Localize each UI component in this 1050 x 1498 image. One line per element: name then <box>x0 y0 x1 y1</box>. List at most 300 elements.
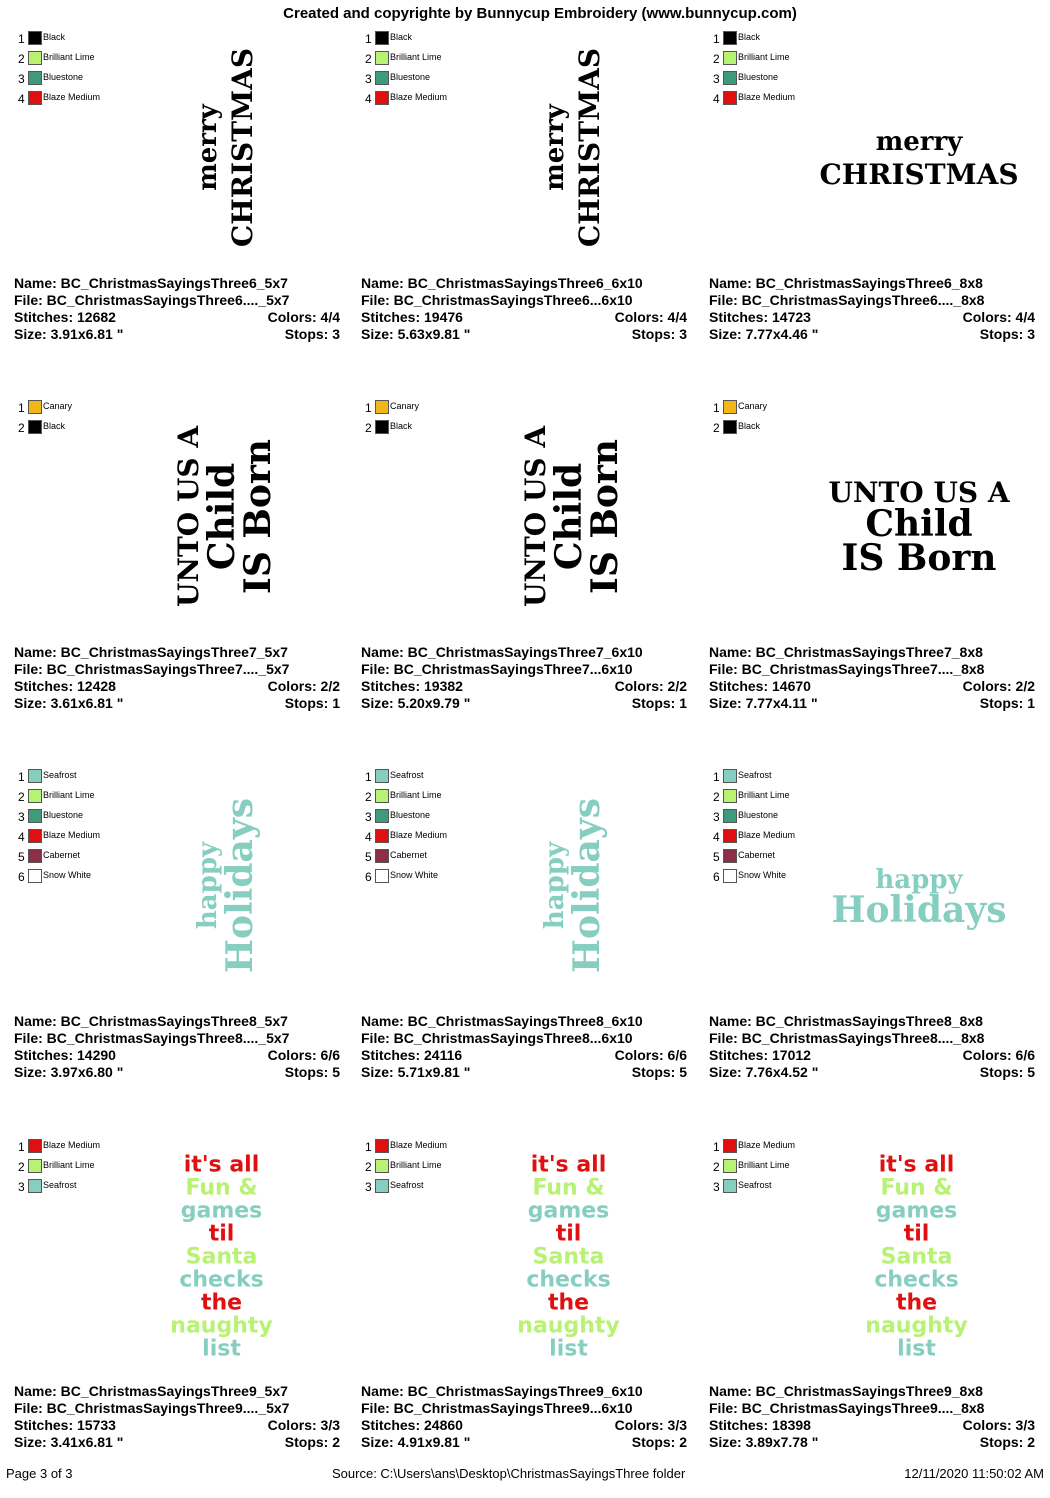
design-name: Name: BC_ChristmasSayingsThree9_8x8 <box>709 1383 983 1399</box>
info-row <box>709 644 1035 661</box>
legend-number: 2 <box>713 421 720 435</box>
legend-number: 2 <box>713 1160 720 1174</box>
design-file: File: BC_ChristmasSayingsThree8...._8x8 <box>709 1030 985 1046</box>
preview-text-line: checks <box>526 1267 611 1293</box>
preview-text-line: CHRISTMAS <box>573 47 607 248</box>
preview-text-line: list <box>897 1336 936 1362</box>
color-swatch <box>375 91 389 105</box>
legend-number: 4 <box>18 830 25 844</box>
info-row <box>14 1064 340 1081</box>
design-size: Size: 4.91x9.81 " <box>361 1434 471 1450</box>
stitch-count: Stitches: 19382 <box>361 678 463 694</box>
legend-number: 3 <box>713 72 720 86</box>
legend-number: 1 <box>365 32 372 46</box>
color-swatch <box>375 869 389 883</box>
design-info <box>709 275 1035 343</box>
legend-thread-name: Brilliant Lime <box>390 790 442 800</box>
info-row <box>361 1064 687 1081</box>
stitch-count: Stitches: 15733 <box>14 1417 116 1433</box>
preview-artwork <box>501 399 636 634</box>
preview-text-line: checks <box>874 1267 959 1293</box>
design-size: Size: 5.20x9.79 " <box>361 695 471 711</box>
preview-artwork <box>849 1138 984 1373</box>
legend-thread-name: Black <box>738 32 761 42</box>
design-preview <box>154 399 289 634</box>
legend-number: 1 <box>713 401 720 415</box>
stitch-count: Stitches: 14670 <box>709 678 811 694</box>
legend-number: 1 <box>713 770 720 784</box>
preview-text-line: it's all <box>878 1152 955 1178</box>
stitch-count: Stitches: 24116 <box>361 1047 463 1063</box>
design-preview <box>804 808 1034 978</box>
stitch-count: Stitches: 12428 <box>14 678 116 694</box>
design-info <box>709 1383 1035 1451</box>
color-count: Colors: 2/2 <box>267 678 340 694</box>
info-row <box>14 678 340 695</box>
design-file: File: BC_ChristmasSayingsThree9...._8x8 <box>709 1400 985 1416</box>
legend-thread-name: Seafrost <box>738 770 772 780</box>
page-header: Created and copyrighte by Bunnycup Embroidery (www.bunnycup.com) <box>283 5 797 22</box>
info-row <box>709 309 1035 326</box>
stitch-count: Stitches: 14290 <box>14 1047 116 1063</box>
preview-text-line: Fun & <box>880 1175 953 1201</box>
stop-count: Stops: 3 <box>284 326 340 342</box>
preview-text-line: games <box>527 1198 610 1224</box>
legend-number: 3 <box>365 72 372 86</box>
design-info <box>361 1013 687 1081</box>
preview-text-line: UNTO US A <box>519 425 553 608</box>
info-row <box>709 661 1035 678</box>
info-row <box>361 1434 687 1451</box>
preview-text-line: games <box>875 1198 958 1224</box>
design-name: Name: BC_ChristmasSayingsThree6_8x8 <box>709 275 983 291</box>
legend-number: 2 <box>365 52 372 66</box>
design-card <box>709 30 1049 390</box>
info-row <box>361 661 687 678</box>
info-row <box>361 1030 687 1047</box>
design-size: Size: 3.41x6.81 " <box>14 1434 124 1450</box>
legend-number: 4 <box>713 92 720 106</box>
design-name: Name: BC_ChristmasSayingsThree9_6x10 <box>361 1383 643 1399</box>
color-count: Colors: 3/3 <box>962 1417 1035 1433</box>
legend-thread-name: Bluestone <box>738 72 779 82</box>
design-preview <box>154 768 289 1003</box>
legend-number: 1 <box>18 401 25 415</box>
preview-text-line: happy <box>875 864 963 895</box>
preview-text-line: the <box>200 1290 243 1316</box>
legend-number: 2 <box>18 790 25 804</box>
preview-text-line: Santa <box>880 1244 953 1270</box>
preview-artwork <box>154 768 289 1003</box>
preview-artwork <box>804 439 1034 609</box>
preview-text-line: the <box>547 1290 590 1316</box>
color-swatch <box>28 420 42 434</box>
design-size: Size: 3.61x6.81 " <box>14 695 124 711</box>
legend-thread-name: Seafrost <box>738 1180 772 1190</box>
legend-number: 3 <box>365 1180 372 1194</box>
color-swatch <box>723 400 737 414</box>
design-name: Name: BC_ChristmasSayingsThree6_6x10 <box>361 275 643 291</box>
info-row <box>14 661 340 678</box>
legend-number: 3 <box>365 810 372 824</box>
preview-text-line: games <box>180 1198 263 1224</box>
legend-thread-name: Bluestone <box>390 72 431 82</box>
stop-count: Stops: 5 <box>979 1064 1035 1080</box>
legend-number: 3 <box>18 72 25 86</box>
preview-text-line: the <box>895 1290 938 1316</box>
info-row <box>361 326 687 343</box>
info-row <box>709 1434 1035 1451</box>
preview-text-line: Child <box>548 462 591 571</box>
legend-number: 2 <box>18 421 25 435</box>
preview-text-line: Santa <box>532 1244 605 1270</box>
info-row <box>361 1383 687 1400</box>
design-size: Size: 3.91x6.81 " <box>14 326 124 342</box>
design-info <box>361 644 687 712</box>
stitch-count: Stitches: 14723 <box>709 309 811 325</box>
legend-thread-name: Black <box>43 421 66 431</box>
design-card <box>361 399 701 759</box>
info-row <box>361 1400 687 1417</box>
legend-thread-name: Snow White <box>43 870 92 880</box>
legend-thread-name: Cabernet <box>738 850 776 860</box>
color-swatch <box>28 1179 42 1193</box>
legend-number: 3 <box>713 1180 720 1194</box>
page-number: Page 3 of 3 <box>6 1466 73 1481</box>
design-size: Size: 7.77x4.11 " <box>709 695 818 711</box>
design-card <box>14 1138 354 1498</box>
color-swatch <box>723 1179 737 1193</box>
legend-thread-name: Brilliant Lime <box>738 1160 790 1170</box>
stop-count: Stops: 3 <box>631 326 687 342</box>
design-card <box>709 768 1049 1128</box>
stop-count: Stops: 1 <box>979 695 1035 711</box>
info-row <box>361 678 687 695</box>
legend-thread-name: Black <box>43 32 66 42</box>
design-size: Size: 7.77x4.46 " <box>709 326 819 342</box>
legend-thread-name: Seafrost <box>43 1180 77 1190</box>
color-count: Colors: 3/3 <box>267 1417 340 1433</box>
color-swatch <box>723 31 737 45</box>
color-swatch <box>375 789 389 803</box>
legend-thread-name: Seafrost <box>390 1180 424 1190</box>
color-count: Colors: 4/4 <box>267 309 340 325</box>
info-row <box>14 1434 340 1451</box>
preview-artwork <box>501 1138 636 1373</box>
preview-artwork <box>804 808 1034 978</box>
preview-artwork <box>501 30 636 265</box>
preview-text-line: merry <box>540 104 571 191</box>
design-card <box>361 768 701 1128</box>
color-swatch <box>28 1139 42 1153</box>
preview-text-line: it's all <box>530 1152 607 1178</box>
legend-thread-name: Brilliant Lime <box>738 52 790 62</box>
preview-text-line: Fun & <box>185 1175 258 1201</box>
info-row <box>709 292 1035 309</box>
stop-count: Stops: 5 <box>631 1064 687 1080</box>
color-swatch <box>723 809 737 823</box>
color-swatch <box>375 769 389 783</box>
design-file: File: BC_ChristmasSayingsThree6...6x10 <box>361 292 633 308</box>
color-swatch <box>28 71 42 85</box>
source-path: Source: C:\Users\ans\Desktop\ChristmasSayingsThree folder <box>332 1466 686 1481</box>
design-name: Name: BC_ChristmasSayingsThree6_5x7 <box>14 275 288 291</box>
legend-number: 1 <box>18 32 25 46</box>
stitch-count: Stitches: 12682 <box>14 309 116 325</box>
color-swatch <box>375 829 389 843</box>
design-card <box>709 399 1049 759</box>
color-swatch <box>28 869 42 883</box>
stop-count: Stops: 2 <box>979 1434 1035 1450</box>
preview-artwork <box>501 768 636 1003</box>
info-row <box>14 1417 340 1434</box>
legend-number: 4 <box>713 830 720 844</box>
design-info <box>361 275 687 343</box>
design-card <box>14 768 354 1128</box>
color-swatch <box>723 869 737 883</box>
preview-text-line: UNTO US A <box>828 475 1010 509</box>
legend-number: 1 <box>365 1140 372 1154</box>
info-row <box>14 292 340 309</box>
info-row <box>361 1047 687 1064</box>
legend-thread-name: Seafrost <box>390 770 424 780</box>
color-swatch <box>723 769 737 783</box>
design-size: Size: 5.71x9.81 " <box>361 1064 471 1080</box>
info-row <box>361 1013 687 1030</box>
preview-text-line: til <box>555 1221 582 1247</box>
design-file: File: BC_ChristmasSayingsThree6...._5x7 <box>14 292 290 308</box>
design-preview <box>804 439 1034 609</box>
preview-text-line: happy <box>193 841 224 930</box>
design-info <box>14 1383 340 1451</box>
legend-thread-name: Brilliant Lime <box>43 52 95 62</box>
design-file: File: BC_ChristmasSayingsThree9...._5x7 <box>14 1400 290 1416</box>
design-preview <box>154 1138 289 1373</box>
design-info <box>14 275 340 343</box>
color-swatch <box>375 71 389 85</box>
stitch-count: Stitches: 24860 <box>361 1417 463 1433</box>
design-size: Size: 7.76x4.52 " <box>709 1064 819 1080</box>
color-swatch <box>723 420 737 434</box>
design-name: Name: BC_ChristmasSayingsThree7_5x7 <box>14 644 288 660</box>
preview-text-line: happy <box>540 841 571 930</box>
legend-thread-name: Bluestone <box>43 72 84 82</box>
design-info <box>361 1383 687 1451</box>
color-swatch <box>375 1139 389 1153</box>
design-info <box>709 644 1035 712</box>
legend-number: 6 <box>18 870 25 884</box>
legend-thread-name: Blaze Medium <box>738 830 796 840</box>
legend-thread-name: Bluestone <box>738 810 779 820</box>
info-row <box>14 309 340 326</box>
preview-text-line: CHRISTMAS <box>819 157 1019 191</box>
legend-number: 2 <box>713 52 720 66</box>
color-swatch <box>375 400 389 414</box>
design-file: File: BC_ChristmasSayingsThree6...._8x8 <box>709 292 985 308</box>
info-row <box>709 1400 1035 1417</box>
legend-number: 1 <box>713 32 720 46</box>
info-row <box>709 1064 1035 1081</box>
legend-number: 3 <box>713 810 720 824</box>
color-count: Colors: 3/3 <box>614 1417 687 1433</box>
stop-count: Stops: 3 <box>979 326 1035 342</box>
legend-thread-name: Cabernet <box>390 850 428 860</box>
legend-number: 1 <box>18 1140 25 1154</box>
color-swatch <box>375 809 389 823</box>
legend-number: 5 <box>18 850 25 864</box>
legend-number: 6 <box>713 870 720 884</box>
legend-thread-name: Blaze Medium <box>390 92 448 102</box>
design-size: Size: 3.89x7.78 " <box>709 1434 819 1450</box>
preview-text-line: merry <box>193 104 224 191</box>
stop-count: Stops: 1 <box>284 695 340 711</box>
design-name: Name: BC_ChristmasSayingsThree9_5x7 <box>14 1383 288 1399</box>
color-swatch <box>723 789 737 803</box>
legend-number: 1 <box>365 401 372 415</box>
preview-artwork <box>154 30 289 265</box>
info-row <box>14 695 340 712</box>
legend-number: 5 <box>365 850 372 864</box>
design-card <box>361 30 701 390</box>
info-row <box>361 1417 687 1434</box>
info-row <box>361 644 687 661</box>
legend-number: 1 <box>18 770 25 784</box>
legend-thread-name: Canary <box>738 401 768 411</box>
stitch-count: Stitches: 18398 <box>709 1417 811 1433</box>
info-row <box>14 1013 340 1030</box>
legend-thread-name: Bluestone <box>43 810 84 820</box>
legend-number: 5 <box>713 850 720 864</box>
stop-count: Stops: 5 <box>284 1064 340 1080</box>
design-file: File: BC_ChristmasSayingsThree7...._5x7 <box>14 661 290 677</box>
color-swatch <box>723 51 737 65</box>
preview-text-line: list <box>202 1336 241 1362</box>
preview-text-line: UNTO US A <box>172 425 206 608</box>
info-row <box>14 275 340 292</box>
preview-text-line: Child <box>201 462 244 571</box>
design-size: Size: 3.97x6.80 " <box>14 1064 124 1080</box>
legend-number: 2 <box>365 790 372 804</box>
legend-thread-name: Black <box>738 421 761 431</box>
color-swatch <box>28 809 42 823</box>
preview-text-line: til <box>903 1221 930 1247</box>
color-swatch <box>28 51 42 65</box>
preview-artwork <box>154 399 289 634</box>
design-size: Size: 5.63x9.81 " <box>361 326 471 342</box>
legend-thread-name: Brilliant Lime <box>43 790 95 800</box>
color-count: Colors: 2/2 <box>962 678 1035 694</box>
design-file: File: BC_ChristmasSayingsThree7...6x10 <box>361 661 633 677</box>
legend-thread-name: Black <box>390 32 413 42</box>
preview-text-line: Fun & <box>532 1175 605 1201</box>
legend-thread-name: Cabernet <box>43 850 81 860</box>
preview-text-line: IS Born <box>841 536 997 579</box>
legend-thread-name: Blaze Medium <box>43 92 101 102</box>
legend-thread-name: Blaze Medium <box>43 1140 101 1150</box>
legend-thread-name: Blaze Medium <box>738 1140 796 1150</box>
legend-thread-name: Blaze Medium <box>390 1140 448 1150</box>
info-row <box>14 1030 340 1047</box>
preview-text-line: checks <box>179 1267 264 1293</box>
preview-text-line: naughty <box>517 1313 620 1339</box>
legend-number: 2 <box>365 1160 372 1174</box>
preview-text-line: Santa <box>185 1244 258 1270</box>
design-file: File: BC_ChristmasSayingsThree7...._8x8 <box>709 661 985 677</box>
color-swatch <box>28 91 42 105</box>
info-row <box>709 1383 1035 1400</box>
info-row <box>14 1400 340 1417</box>
legend-thread-name: Snow White <box>738 870 787 880</box>
color-swatch <box>28 829 42 843</box>
info-row <box>709 275 1035 292</box>
design-card <box>361 1138 701 1498</box>
color-swatch <box>375 31 389 45</box>
design-name: Name: BC_ChristmasSayingsThree8_8x8 <box>709 1013 983 1029</box>
info-row <box>709 678 1035 695</box>
legend-number: 1 <box>365 770 372 784</box>
color-swatch <box>28 31 42 45</box>
legend-number: 4 <box>365 92 372 106</box>
info-row <box>709 326 1035 343</box>
legend-thread-name: Blaze Medium <box>390 830 448 840</box>
legend-number: 1 <box>713 1140 720 1154</box>
preview-text-line: CHRISTMAS <box>226 47 260 248</box>
color-count: Colors: 4/4 <box>614 309 687 325</box>
info-row <box>14 644 340 661</box>
info-row <box>361 292 687 309</box>
color-count: Colors: 2/2 <box>614 678 687 694</box>
color-swatch <box>723 71 737 85</box>
info-row <box>14 1047 340 1064</box>
design-file: File: BC_ChristmasSayingsThree8...6x10 <box>361 1030 633 1046</box>
design-info <box>14 1013 340 1081</box>
info-row <box>709 1047 1035 1064</box>
preview-text-line: list <box>549 1336 588 1362</box>
color-count: Colors: 6/6 <box>962 1047 1035 1063</box>
color-swatch <box>723 1139 737 1153</box>
preview-text-line: IS Born <box>584 439 627 594</box>
stitch-count: Stitches: 19476 <box>361 309 463 325</box>
legend-thread-name: Brilliant Lime <box>43 1160 95 1170</box>
color-swatch <box>375 1179 389 1193</box>
color-swatch <box>28 849 42 863</box>
legend-thread-name: Bluestone <box>390 810 431 820</box>
legend-thread-name: Blaze Medium <box>738 92 796 102</box>
info-row <box>14 326 340 343</box>
preview-text-line: til <box>208 1221 235 1247</box>
print-datetime: 12/11/2020 11:50:02 AM <box>904 1466 1044 1481</box>
design-info <box>709 1013 1035 1081</box>
legend-number: 3 <box>18 810 25 824</box>
info-row <box>709 695 1035 712</box>
info-row <box>14 1383 340 1400</box>
legend-thread-name: Brilliant Lime <box>738 790 790 800</box>
color-count: Colors: 6/6 <box>614 1047 687 1063</box>
preview-text-line: Holidays <box>566 797 609 974</box>
design-preview <box>501 399 636 634</box>
legend-thread-name: Brilliant Lime <box>390 1160 442 1170</box>
color-swatch <box>723 1159 737 1173</box>
design-preview <box>849 1138 984 1373</box>
design-preview <box>804 70 1034 240</box>
stop-count: Stops: 2 <box>631 1434 687 1450</box>
design-name: Name: BC_ChristmasSayingsThree7_8x8 <box>709 644 983 660</box>
legend-number: 2 <box>713 790 720 804</box>
preview-artwork <box>804 70 1034 240</box>
color-swatch <box>375 420 389 434</box>
stop-count: Stops: 2 <box>284 1434 340 1450</box>
design-info <box>14 644 340 712</box>
